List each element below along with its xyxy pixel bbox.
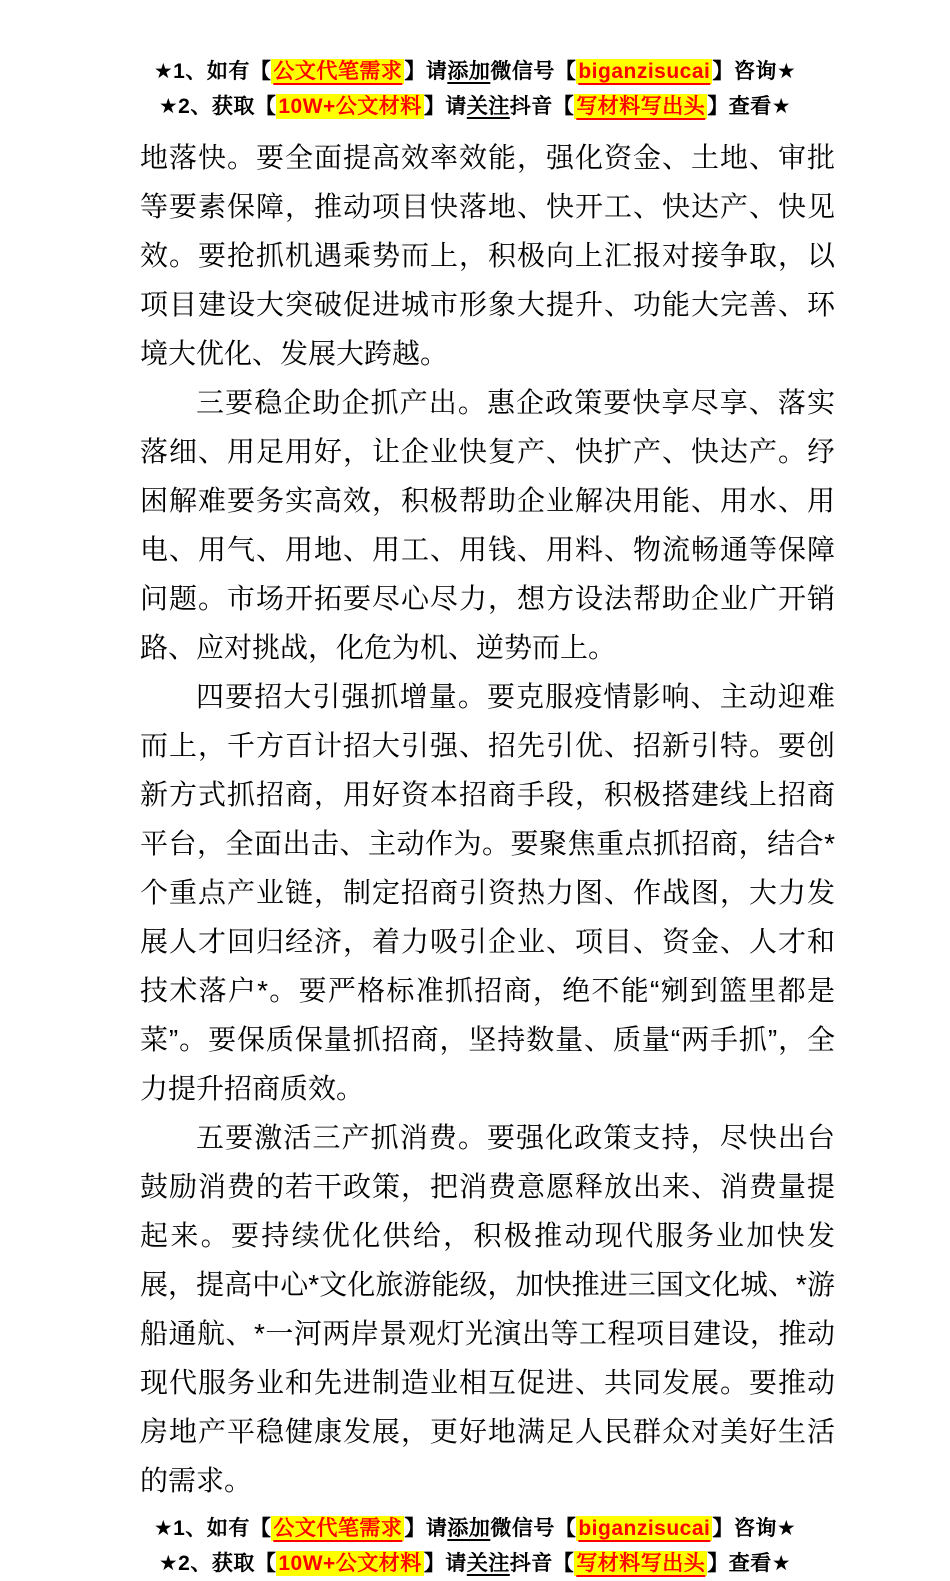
banner-underline-add: 添加 <box>447 60 491 83</box>
banner-text: 】请 <box>423 1552 467 1575</box>
banner-text: 】请 <box>423 95 467 118</box>
banner-text: 】请 <box>404 1517 448 1540</box>
paragraph-continuation: 地落快。要全面提高效率效能，强化资金、土地、审批等要素保障，推动项目快落地、快开工、快达产、快见效。要抢抓机遇乘势而上，积极向上汇报对接争取，以项目建设大突破促进城市形象大提升、功能大完善、环境大优化、发展大跨越。 <box>140 142 835 369</box>
footer-banner-line-1 <box>0 1511 950 1546</box>
banner-text: 微信号【 <box>490 1517 577 1540</box>
banner-text: ★1、如有【 <box>153 60 272 83</box>
banner-text: ★2、获取【 <box>158 1552 277 1575</box>
banner-text: 】查看★ <box>707 1552 792 1575</box>
banner-highlight-service: 公文代笔需求 <box>273 60 403 83</box>
banner-text: 】请 <box>404 60 448 83</box>
banner-wechat-id: biganzisucai <box>578 60 711 83</box>
banner-underline-follow: 关注 <box>466 1552 510 1575</box>
banner-text: ★1、如有【 <box>153 1517 272 1540</box>
banner-underline-follow: 关注 <box>466 95 510 118</box>
banner-text: 抖音【 <box>509 95 575 118</box>
paragraph-point-four: 四要招大引强抓增量。要克服疫情影响、主动迎难而上，千方百计招大引强、招先引优、招新引特。要创新方式抓招商，用好资本招商手段，积极搭建线上招商平台，全面出击、主动作为。要聚焦重点抓招商，结合*个重点产业链，制定招商引资热力图、作战图，大力发展人才回归经济，着力吸引企业、项目、资金、人才和技术落户*。要严格标准抓招商，绝不能“剜到篮里都是菜”。要保质保量抓招商，坚持数量、质量“两手抓”，全力提升招商质效。 <box>140 681 835 1104</box>
banner-highlight-service: 公文代笔需求 <box>273 1517 403 1540</box>
banner-text: 】咨询★ <box>712 60 797 83</box>
document-body <box>140 133 835 1505</box>
banner-highlight-materials: 10W+公文材料 <box>278 95 422 118</box>
banner-underline-add: 添加 <box>447 1517 491 1540</box>
banner-highlight-materials: 10W+公文材料 <box>278 1552 422 1575</box>
footer-banner <box>0 1511 950 1581</box>
banner-wechat-id: biganzisucai <box>578 1517 711 1540</box>
banner-douyin-id: 写材料写出头 <box>576 95 706 118</box>
header-banner-line-1 <box>0 54 950 89</box>
header-banner <box>0 54 950 124</box>
header-banner-line-2 <box>0 89 950 124</box>
banner-text: 抖音【 <box>509 1552 575 1575</box>
banner-douyin-id: 写材料写出头 <box>576 1552 706 1575</box>
banner-text: 微信号【 <box>490 60 577 83</box>
footer-banner-line-2 <box>0 1546 950 1581</box>
banner-text: ★2、获取【 <box>158 95 277 118</box>
paragraph-point-three: 三要稳企助企抓产出。惠企政策要快享尽享、落实落细、用足用好，让企业快复产、快扩产、快达产。纾困解难要务实高效，积极帮助企业解决用能、用水、用电、用气、用地、用工、用钱、用料、物流畅通等保障问题。市场开拓要尽心尽力，想方设法帮助企业广开销路、应对挑战，化危为机、逆势而上。 <box>140 387 835 663</box>
banner-text: 】咨询★ <box>712 1517 797 1540</box>
banner-text: 】查看★ <box>707 95 792 118</box>
paragraph-point-five: 五要激活三产抓消费。要强化政策支持，尽快出台鼓励消费的若干政策，把消费意愿释放出来、消费量提起来。要持续优化供给，积极推动现代服务业加快发展，提高中心*文化旅游能级，加快推进三国文化城、*游船通航、*一河两岸景观灯光演出等工程项目建设，推动现代服务业和先进制造业相互促进、共同发展。要推动房地产平稳健康发展，更好地满足人民群众对美好生活的需求。 <box>140 1122 835 1496</box>
